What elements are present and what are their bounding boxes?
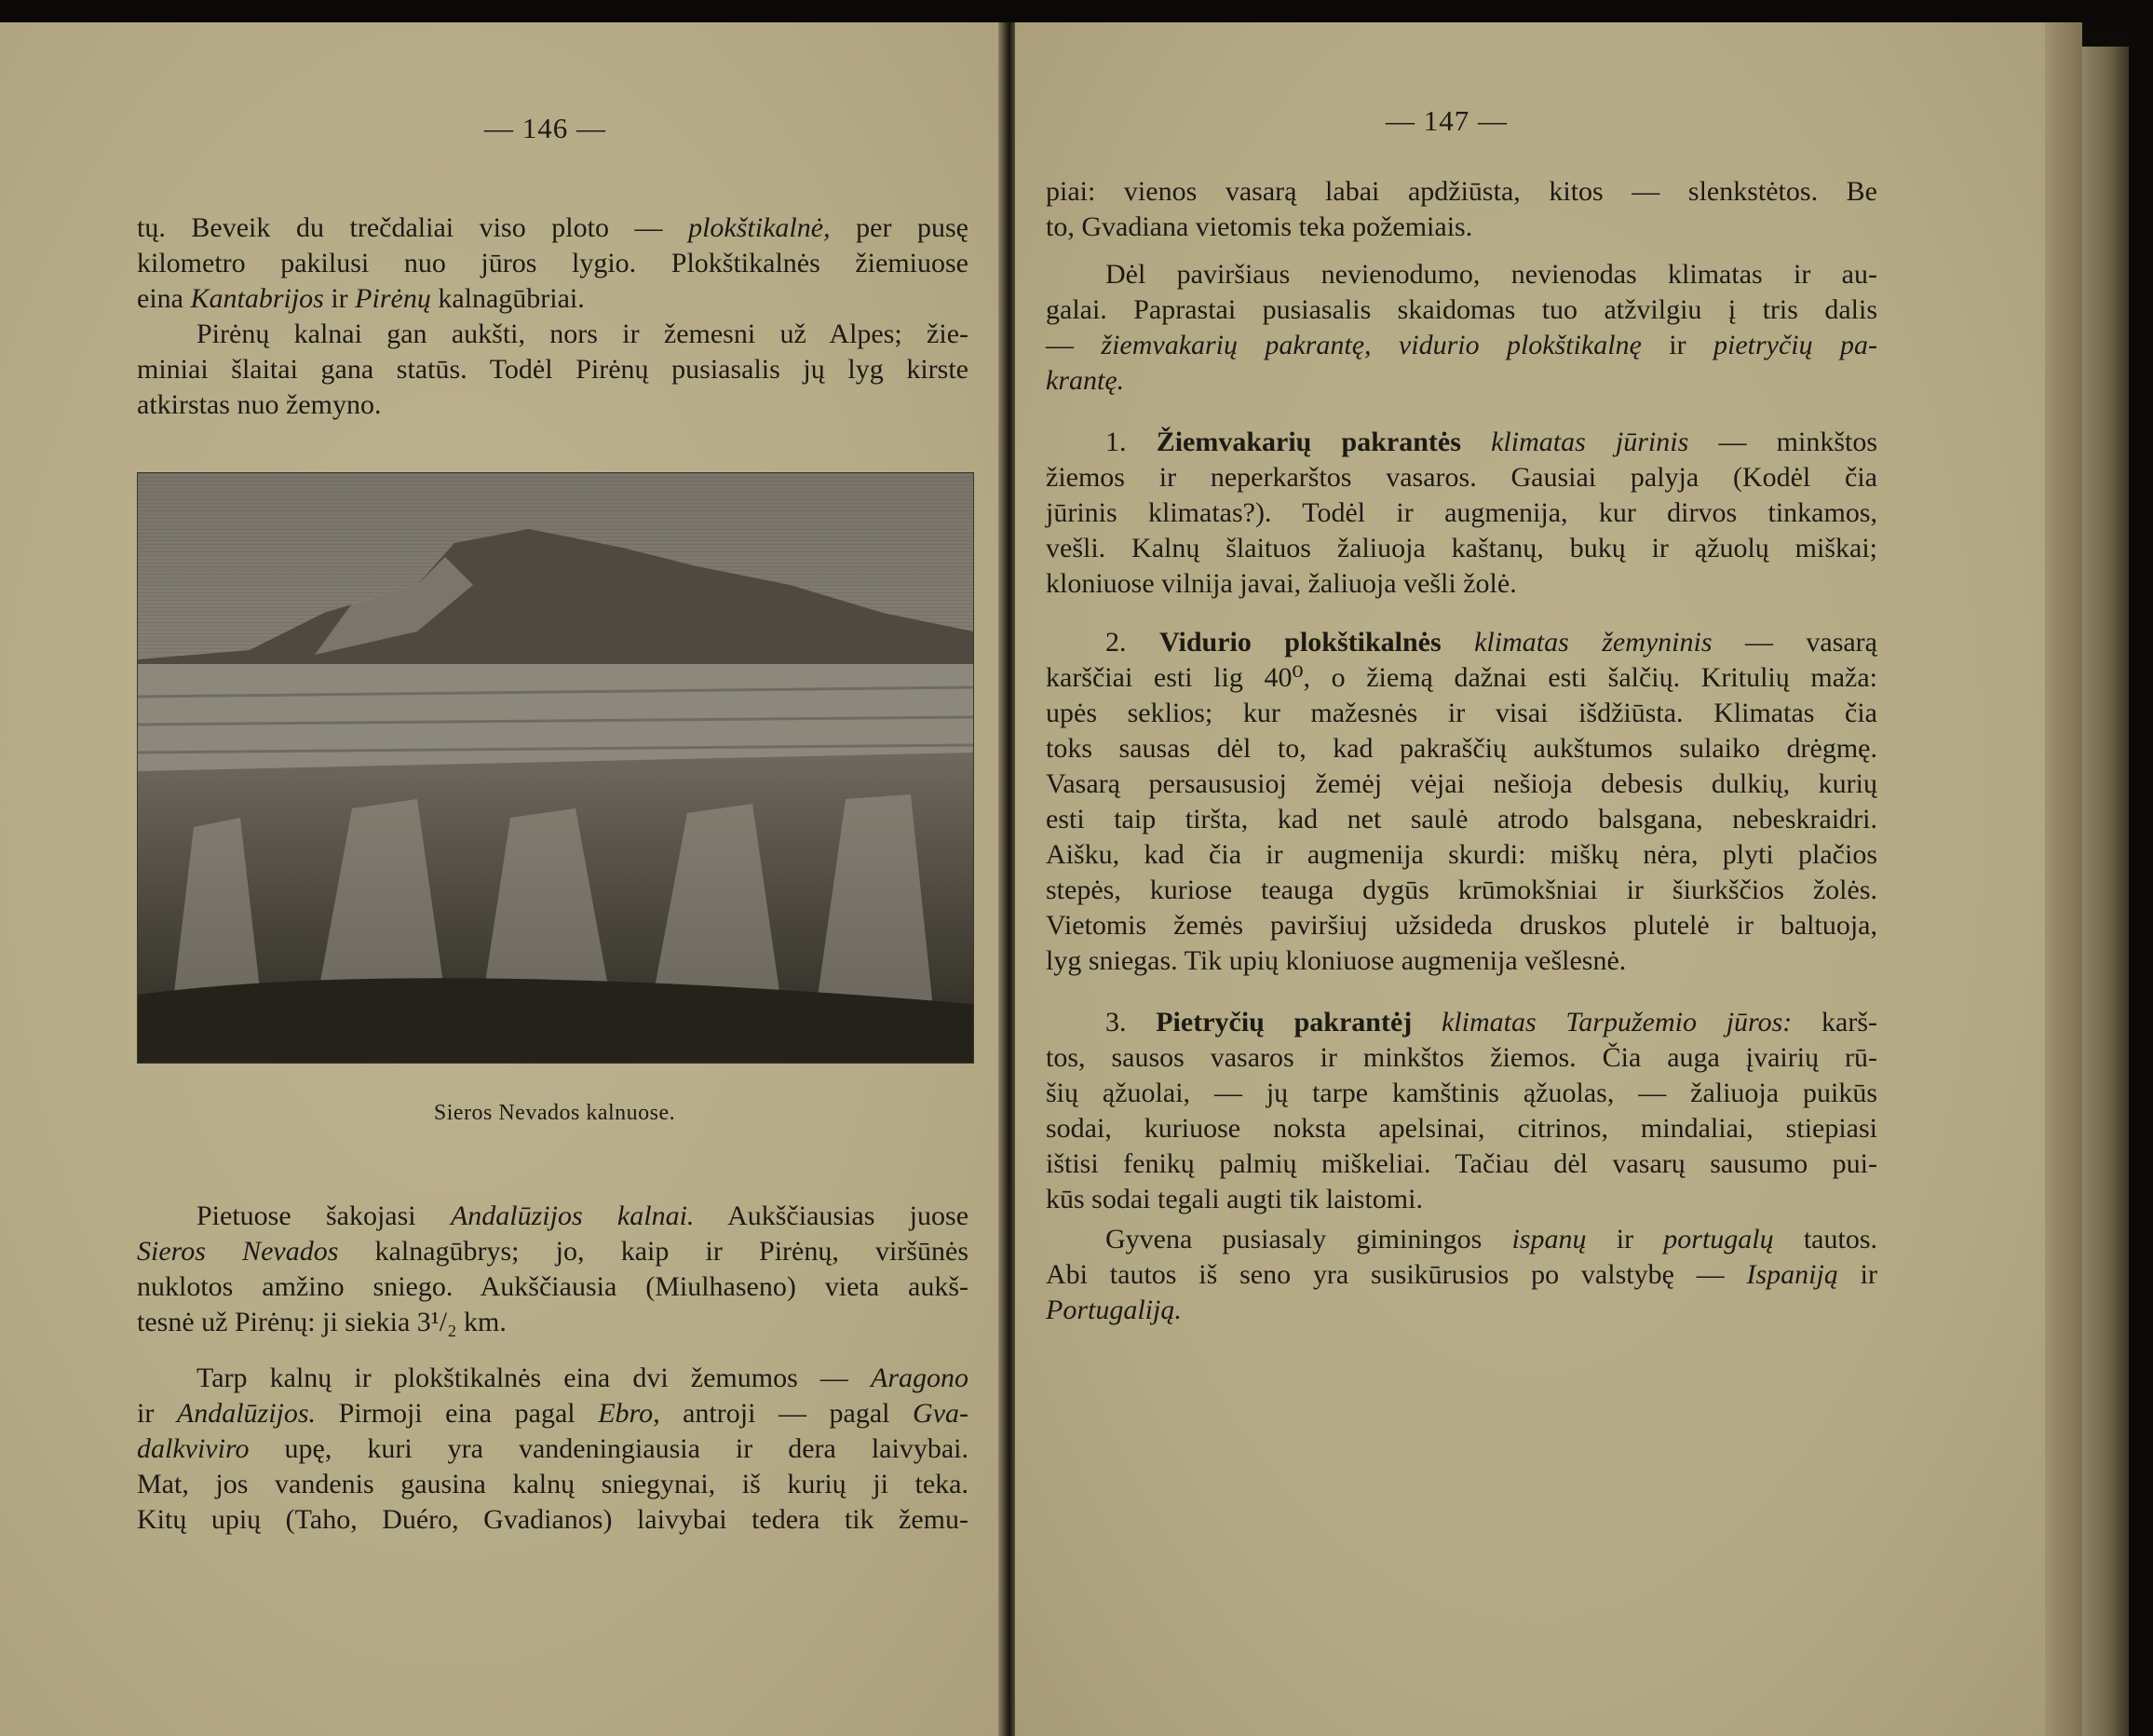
italic-text: dalkviviro: [137, 1433, 250, 1464]
italic-text: ispanų: [1511, 1224, 1587, 1255]
text-segment: tos, sausos vasaros ir minkštos žiemos. Čia auga įvairių rū-: [1046, 1042, 1877, 1073]
text-segment: nuklotos amžino sniego. Aukščiausia (Miulhaseno) vieta aukš-: [137, 1271, 968, 1302]
figure-caption: Sieros Nevados kalnuose.: [433, 1101, 676, 1125]
italic-text: portugalų: [1663, 1224, 1774, 1255]
text-line: [137, 1396, 968, 1431]
text-segment: —: [1046, 330, 1102, 360]
text-line: [1046, 531, 1877, 566]
text-line: [137, 1502, 968, 1538]
italic-text: klimatas žemyninis: [1474, 627, 1713, 658]
text-segment: Tarp kalnų ir plokštikalnės eina dvi žemumos —: [196, 1363, 871, 1393]
text-line: [137, 387, 968, 423]
bold-text: Žiemvakarių pakrantės: [1156, 427, 1461, 457]
italic-text: krantę.: [1046, 365, 1125, 396]
text-segment: lyg sniegas. Tik upių kloniuose augmenija vešlesnė.: [1046, 945, 1627, 976]
text-line: [1046, 1293, 1877, 1328]
text-segment: ištisi fenikų palmių miškeliai. Tačiau dėl vasarų sausumo pui-: [1046, 1148, 1877, 1179]
text-line: [1046, 660, 1877, 696]
text-line: [137, 317, 968, 352]
italic-text: Aragono: [871, 1363, 968, 1393]
text-segment: Dėl paviršiaus nevienodumo, nevienodas klimatas ir au-: [1105, 259, 1877, 290]
italic-text: Ebro,: [598, 1398, 660, 1429]
illustration-sierra-nevada: [137, 472, 974, 1064]
text-line: [1046, 363, 1877, 399]
italic-text: plokštikalnė,: [688, 212, 831, 243]
text-segment: Aukščiausias juose: [694, 1200, 969, 1231]
text-line: [137, 1269, 968, 1305]
italic-text: Pirėnų: [355, 283, 431, 314]
text-segment: kalnagūbrys; jo, kaip ir Pirėnų, viršūnės: [338, 1236, 968, 1267]
text-segment: kūs sodai tegali augti tik laistomi.: [1046, 1184, 1423, 1214]
text-line: [137, 1467, 968, 1502]
text-line: [137, 1431, 968, 1467]
text-segment: Kitų upių (Taho, Duéro, Gvadianos) laivybai tedera tik žemu-: [137, 1504, 968, 1535]
text-line: [137, 1305, 968, 1340]
text-line: [137, 352, 968, 387]
text-segment: kilometro pakilusi nuo jūros lygio. Plokštikalnės žiemiuose: [137, 248, 968, 278]
page-edge: [2045, 22, 2082, 1736]
text-line: [1046, 731, 1877, 766]
text-segment: atkirstas nuo žemyno.: [137, 389, 382, 420]
text-segment: toks sausas dėl to, kad pakraščių aukštumos sulaiko drėgmę.: [1046, 733, 1877, 764]
text-segment: per pusę: [830, 212, 969, 243]
italic-text: Ispaniją: [1746, 1259, 1838, 1290]
text-line: [1046, 495, 1877, 531]
text-segment: piai: vienos vasarą labai apdžiūsta, kitos — slenkstėtos. Be: [1046, 176, 1877, 207]
text-line: [137, 1234, 968, 1269]
text-segment: ir: [323, 283, 356, 314]
text-segment: [1442, 627, 1474, 658]
text-segment: galai. Paprastai pusiasalis skaidomas tuo atžvilgiu į tris dalis: [1046, 294, 1877, 325]
text-line: [1046, 1146, 1877, 1182]
text-line: [137, 210, 968, 246]
text-line: [137, 1361, 968, 1396]
text-segment: vešli. Kalnų šlaituos žaliuoja kaštanų, bukų ir ąžuolų miškai;: [1046, 533, 1877, 563]
italic-text: Kantabrijos: [190, 283, 324, 314]
text-segment: Gyvena pusiasaly giminingos: [1105, 1224, 1512, 1255]
italic-text: Andalūzijos.: [176, 1398, 317, 1429]
text-line: [1046, 908, 1877, 943]
text-line: [1046, 210, 1877, 245]
engraving-image: [138, 473, 973, 1063]
paragraph: [1046, 425, 1877, 602]
italic-text: klimatas jūrinis: [1491, 427, 1689, 457]
text-segment: tų. Beveik du trečdaliai viso ploto —: [137, 212, 689, 243]
paragraph: [1046, 174, 1877, 245]
text-segment: upės seklios; kur mažesnės ir visai išdžiūsta. Klimatas čia: [1046, 698, 1877, 728]
page-edge-stack: [2082, 47, 2129, 1736]
text-segment: kalnagūbriai.: [430, 283, 585, 314]
text-segment: [1461, 427, 1491, 457]
paragraph: [1046, 1222, 1877, 1328]
text-line: [1046, 943, 1877, 979]
text-segment: ir: [1641, 330, 1714, 360]
paragraph: [137, 1361, 968, 1538]
text-segment: ir: [137, 1398, 177, 1429]
text-line: [1046, 425, 1877, 460]
text-segment: antroji — pagal: [659, 1398, 914, 1429]
text-segment: Abi tautos iš seno yra susikūrusios po valstybę —: [1046, 1259, 1747, 1290]
text-segment: esti taip tiršta, kad net saulė atrodo balsgana, nebeskraidri.: [1046, 804, 1877, 834]
right-page: [1015, 22, 2047, 1736]
text-line: [1046, 696, 1877, 731]
text-line: [1046, 1111, 1877, 1146]
italic-text: pietryčių pa-: [1713, 330, 1878, 360]
italic-text: žiemvakarių pakrantę, vidurio plokštikalnę: [1101, 330, 1642, 360]
italic-text: Gva-: [913, 1398, 969, 1429]
text-segment: ir: [1837, 1259, 1877, 1290]
text-segment: Pirėnų kalnai gan aukšti, nors ir žemesni už Alpes; žie-: [196, 319, 968, 349]
text-line: [137, 281, 968, 317]
scan-right-border: [2129, 0, 2153, 1736]
text-line: [137, 1199, 968, 1234]
text-segment: ir: [1586, 1224, 1664, 1255]
text-line: [1046, 1076, 1877, 1111]
text-line: [1046, 174, 1877, 210]
paragraph: [137, 210, 968, 317]
text-segment: 2.: [1105, 627, 1159, 658]
italic-text: Portugaliją.: [1046, 1295, 1182, 1325]
paragraph: [137, 1199, 968, 1340]
page-number: — 147 —: [1386, 104, 1508, 137]
text-line: [1046, 802, 1877, 837]
text-line: [1046, 1005, 1877, 1040]
text-segment: stepės, kuriose teauga dygūs krūmokšniai ir šiurkščios žolės.: [1046, 875, 1877, 905]
text-segment: eina: [137, 283, 191, 314]
page-number: — 146 —: [484, 112, 606, 144]
text-segment: 1.: [1105, 427, 1157, 457]
text-line: [1046, 460, 1877, 495]
text-segment: miniai šlaitai gana statūs. Todėl Pirėnų pusiasalis jų lyg kirste: [137, 354, 968, 385]
paragraph: [1046, 257, 1877, 399]
paragraph: [137, 317, 968, 423]
text-line: [1046, 1040, 1877, 1076]
text-segment: tautos.: [1773, 1224, 1877, 1255]
text-segment: Vietomis žemės paviršiuj užsideda druskos plutelė ir baltuoja,: [1046, 910, 1877, 941]
text-segment: Pietuose šakojasi: [196, 1200, 451, 1231]
text-line: [1046, 1182, 1877, 1217]
text-segment: Vasarą persaususioj žemėj vėjai nešioja debesis dulkių, kurių: [1046, 768, 1877, 799]
text-line: [1046, 566, 1877, 602]
text-segment: Mat, jos vandenis gausina kalnų sniegynai, iš kurių ji teka.: [137, 1469, 968, 1499]
text-segment: Pirmoji eina pagal: [316, 1398, 599, 1429]
text-segment: sodai, kuriuose noksta apelsinai, citrinos, mindaliai, stiepiasi: [1046, 1113, 1877, 1144]
text-line: [1046, 837, 1877, 873]
text-line: [1046, 257, 1877, 292]
text-segment: 3.: [1105, 1007, 1157, 1038]
text-line: [1046, 873, 1877, 908]
text-segment: tesnė už Pirėnų: ji siekia 3¹/₂ km.: [137, 1307, 507, 1337]
text-line: [1046, 1222, 1877, 1257]
text-segment: karščiai esti lig 40⁰, o žiemą dažnai esti šalčių. Kritulių maža:: [1046, 662, 1877, 693]
text-segment: žiemos ir neperkarštos vasaros. Gausiai palyja (Kodėl čia: [1046, 462, 1877, 493]
left-page: [0, 22, 1004, 1736]
italic-text: Andalūzijos kalnai.: [450, 1200, 695, 1231]
text-line: [1046, 1257, 1877, 1293]
text-line: [137, 246, 968, 281]
bold-text: Pietryčių pakrantėj: [1156, 1007, 1413, 1038]
text-segment: upę, kuri yra vandeningiausia ir dera laivybai.: [249, 1433, 968, 1464]
text-segment: karš-: [1792, 1007, 1877, 1038]
text-segment: kloniuose vilnija javai, žaliuoja vešli žolė.: [1046, 568, 1517, 599]
paragraph: [1046, 1005, 1877, 1217]
text-line: [1046, 766, 1877, 802]
text-segment: šių ąžuolai, — jų tarpe kamštinis ąžuolas, — žaliuoja puikūs: [1046, 1078, 1877, 1108]
italic-text: klimatas Tarpužemio jūros:: [1441, 1007, 1793, 1038]
text-segment: [1412, 1007, 1442, 1038]
text-segment: Aišku, kad čia ir augmenija skurdi: miškų nėra, plyti plačios: [1046, 839, 1877, 870]
paragraph: [1046, 625, 1877, 979]
text-line: [1046, 292, 1877, 328]
text-segment: to, Gvadiana vietomis teka požemiais.: [1046, 211, 1473, 242]
italic-text: Sieros Nevados: [137, 1236, 339, 1267]
bold-text: Vidurio plokštikalnės: [1158, 627, 1442, 658]
text-line: [1046, 625, 1877, 660]
text-segment: — minkštos: [1688, 427, 1878, 457]
text-segment: — vasarą: [1712, 627, 1877, 658]
text-line: [1046, 328, 1877, 363]
text-segment: jūrinis klimatas?). Todėl ir augmenija, kur dirvos tinkamos,: [1046, 497, 1877, 528]
